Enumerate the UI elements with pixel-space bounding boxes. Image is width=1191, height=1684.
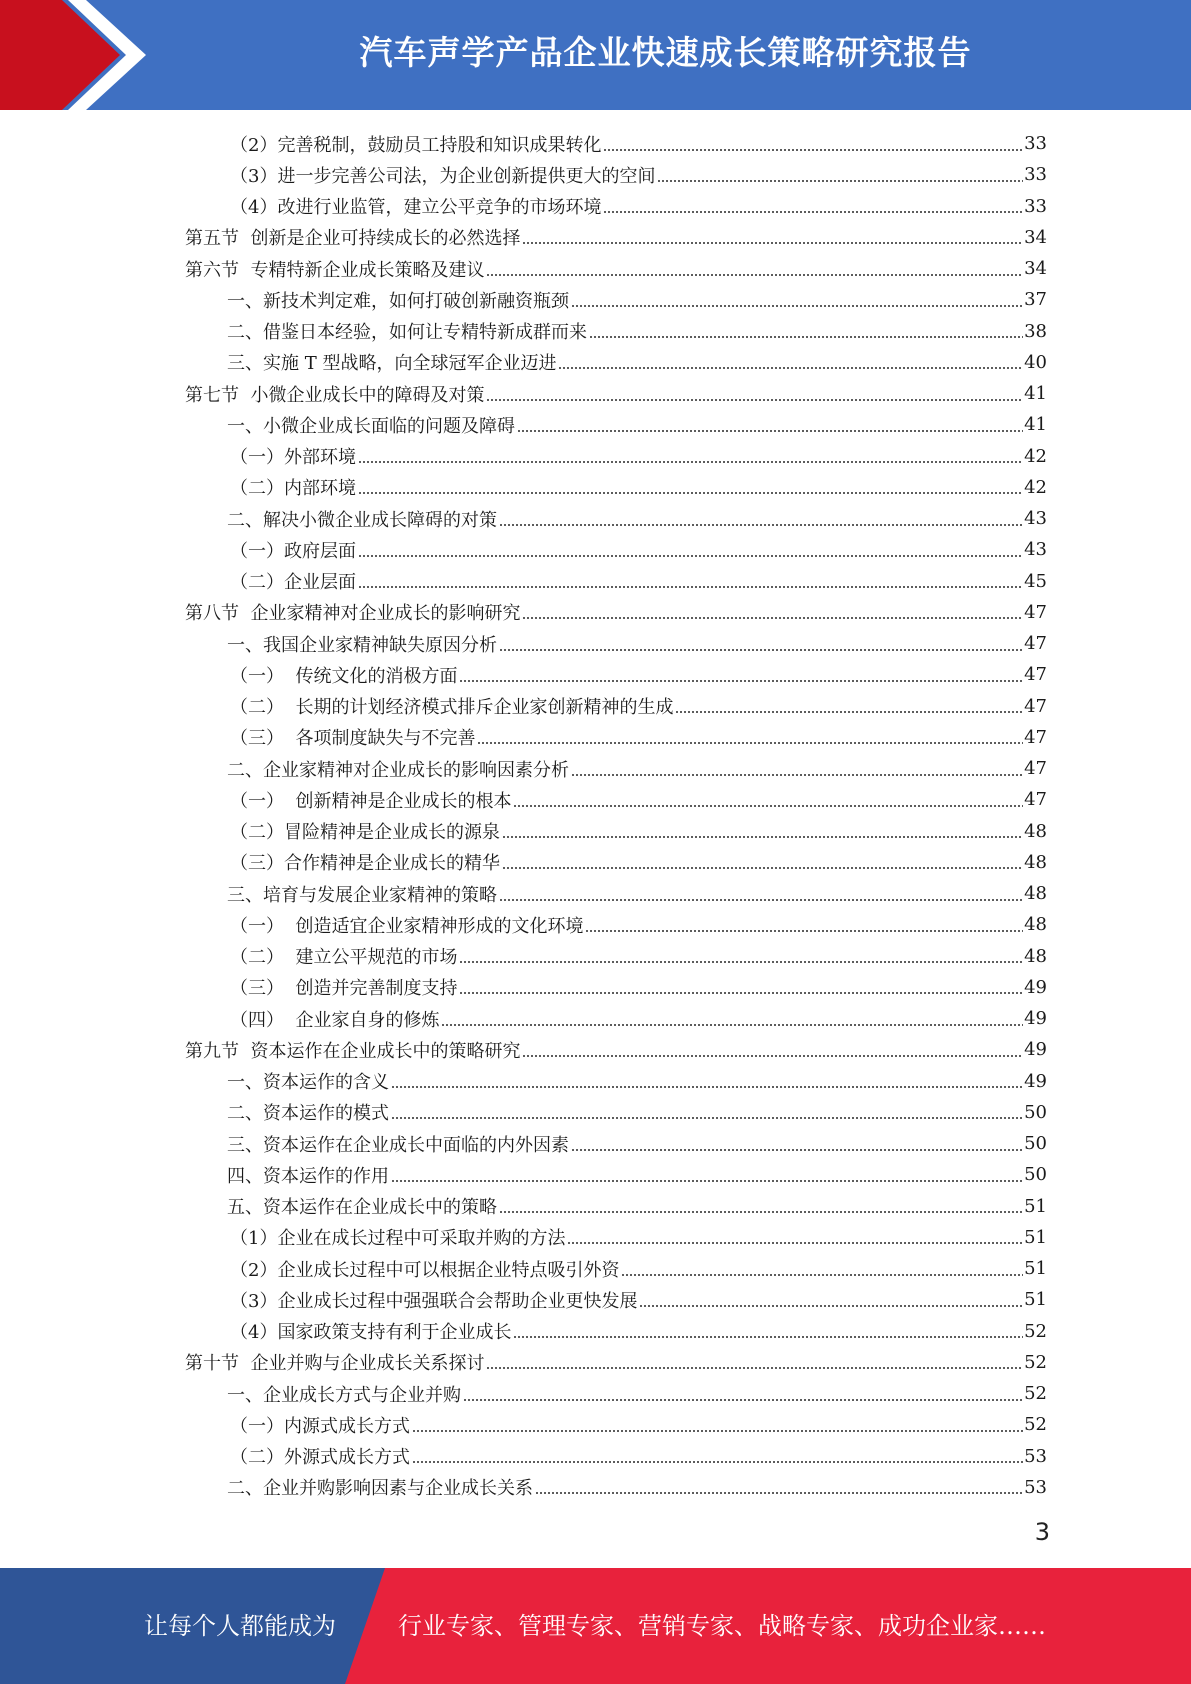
toc-entry-title: （4）国家政策支持有利于企业成长	[230, 1322, 512, 1344]
toc-entry-title: （二） 建立公平规范的市场	[230, 947, 458, 969]
toc-entry[interactable]	[0, 847, 1191, 878]
toc-entry-title: （二）内部环境	[230, 478, 356, 500]
toc-entry-page: 53	[1024, 1476, 1047, 1498]
toc-entry-title: 第七节 小微企业成长中的障碍及对策	[185, 384, 485, 406]
toc-entry-page: 43	[1024, 508, 1047, 530]
toc-dot-leader	[657, 180, 1023, 182]
toc-dot-leader	[567, 1242, 1023, 1244]
toc-entry[interactable]	[0, 1409, 1191, 1440]
toc-dot-leader	[558, 367, 1023, 369]
toc-entry-title: 第六节 专精特新企业成长策略及建议	[185, 259, 485, 281]
toc-entry-page: 48	[1024, 883, 1047, 905]
toc-entry[interactable]	[0, 691, 1191, 722]
toc-dot-leader	[603, 211, 1023, 213]
toc-entry-page: 48	[1024, 945, 1047, 967]
toc-entry-page: 47	[1024, 726, 1047, 748]
toc-entry-title: （二）外源式成长方式	[230, 1447, 410, 1469]
toc-entry-title: 二、借鉴日本经验，如何让专精特新成群而来	[227, 322, 587, 344]
toc-entry[interactable]	[0, 253, 1191, 284]
toc-entry[interactable]	[0, 1472, 1191, 1503]
footer-slogan-left: 让每个人都能成为	[144, 1612, 336, 1640]
toc-dot-leader	[358, 492, 1023, 494]
toc-dot-leader	[522, 617, 1023, 619]
toc-dot-leader	[499, 524, 1023, 526]
toc-entry-title: （一） 创造适宜企业家精神形成的文化环境	[230, 915, 584, 937]
toc-entry[interactable]	[0, 1003, 1191, 1034]
toc-entry-title: 三、培育与发展企业家精神的策略	[227, 884, 497, 906]
toc-entry-title: 二、企业并购影响因素与企业成长关系	[227, 1478, 533, 1500]
toc-entry[interactable]	[0, 1128, 1191, 1159]
toc-entry-page: 38	[1024, 320, 1047, 342]
toc-entry-title: 一、新技术判定难，如何打破创新融资瓶颈	[227, 290, 569, 312]
toc-entry-page: 42	[1024, 445, 1047, 467]
toc-entry[interactable]	[0, 284, 1191, 315]
toc-dot-leader	[513, 805, 1023, 807]
toc-entry-page: 47	[1024, 695, 1047, 717]
toc-entry-page: 49	[1024, 1039, 1047, 1061]
page-footer	[0, 1568, 1191, 1684]
toc-entry-page: 48	[1024, 851, 1047, 873]
toc-entry[interactable]	[0, 347, 1191, 378]
toc-dot-leader	[639, 1305, 1023, 1307]
toc-dot-leader	[585, 930, 1023, 932]
toc-entry[interactable]	[0, 1316, 1191, 1347]
toc-dot-leader	[486, 274, 1023, 276]
toc-entry-page: 53	[1024, 1445, 1047, 1467]
toc-dot-leader	[502, 836, 1023, 838]
toc-entry-page: 47	[1024, 601, 1047, 623]
toc-entry-page: 42	[1024, 476, 1047, 498]
toc-entry[interactable]	[0, 1034, 1191, 1065]
toc-entry-title: （二）企业层面	[230, 572, 356, 594]
toc-entry-page: 34	[1024, 226, 1047, 248]
toc-entry-title: （4）改进行业监管，建立公平竞争的市场环境	[230, 197, 602, 219]
toc-entry-title: 一、我国企业家精神缺失原因分析	[227, 634, 497, 656]
toc-entry-title: 四、资本运作的作用	[227, 1165, 389, 1187]
toc-entry-title: （二）冒险精神是企业成长的源泉	[230, 822, 500, 844]
toc-entry[interactable]	[0, 1378, 1191, 1409]
toc-entry[interactable]	[0, 722, 1191, 753]
toc-entry-page: 37	[1024, 289, 1047, 311]
toc-entry-page: 48	[1024, 914, 1047, 936]
toc-dot-leader	[463, 1399, 1023, 1401]
toc-entry-page: 48	[1024, 820, 1047, 842]
toc-dot-leader	[513, 1336, 1023, 1338]
toc-entry-title: （二） 长期的计划经济模式排斥企业家创新精神的生成	[230, 697, 674, 719]
toc-entry[interactable]	[0, 503, 1191, 534]
toc-entry-page: 52	[1024, 1383, 1047, 1405]
toc-dot-leader	[571, 1149, 1023, 1151]
toc-dot-leader	[486, 1367, 1023, 1369]
toc-entry[interactable]	[0, 128, 1191, 159]
toc-entry[interactable]	[0, 378, 1191, 409]
toc-entry[interactable]	[0, 909, 1191, 940]
toc-dot-leader	[621, 1274, 1023, 1276]
toc-entry-page: 33	[1024, 133, 1047, 155]
toc-entry-page: 51	[1024, 1226, 1047, 1248]
toc-entry[interactable]	[0, 566, 1191, 597]
toc-entry-title: 二、资本运作的模式	[227, 1103, 389, 1125]
toc-entry-title: 第九节 资本运作在企业成长中的策略研究	[185, 1040, 521, 1062]
toc-entry-page: 49	[1024, 976, 1047, 998]
toc-entry-title: 三、实施 T 型战略，向全球冠军企业迈进	[227, 353, 557, 375]
toc-entry-title: （3）企业成长过程中强强联合会帮助企业更快发展	[230, 1290, 638, 1312]
toc-dot-leader	[571, 774, 1023, 776]
toc-entry[interactable]	[0, 191, 1191, 222]
toc-dot-leader	[391, 1086, 1023, 1088]
toc-entry[interactable]	[0, 972, 1191, 1003]
toc-entry-page: 49	[1024, 1070, 1047, 1092]
toc-entry-title: 第十节 企业并购与企业成长关系探讨	[185, 1353, 485, 1375]
toc-entry-page: 34	[1024, 258, 1047, 280]
toc-entry-title: （1）企业在成长过程中可采取并购的方法	[230, 1228, 566, 1250]
toc-entry-page: 47	[1024, 789, 1047, 811]
toc-entry-title: 一、资本运作的含义	[227, 1072, 389, 1094]
page-number: 3	[1034, 1518, 1050, 1546]
toc-entry-title: （3）进一步完善公司法，为企业创新提供更大的空间	[230, 165, 656, 187]
toc-entry[interactable]	[0, 1441, 1191, 1472]
toc-entry-title: （一） 传统文化的消极方面	[230, 665, 458, 687]
toc-entry[interactable]	[0, 659, 1191, 690]
toc-entry-title: （一）外部环境	[230, 447, 356, 469]
toc-entry[interactable]	[0, 409, 1191, 440]
toc-entry-title: 五、资本运作在企业成长中的策略	[227, 1197, 497, 1219]
toc-entry-title: （三）合作精神是企业成长的精华	[230, 853, 500, 875]
toc-entry-page: 47	[1024, 633, 1047, 655]
footer-slogan-right: 行业专家、管理专家、营销专家、战略专家、成功企业家……	[398, 1612, 1046, 1640]
toc-entry-page: 45	[1024, 570, 1047, 592]
toc-entry-page: 33	[1024, 164, 1047, 186]
toc-entry-page: 51	[1024, 1258, 1047, 1280]
toc-entry-title: （四） 企业家自身的修炼	[230, 1009, 440, 1031]
toc-dot-leader	[499, 1211, 1023, 1213]
table-of-contents	[0, 128, 1191, 1503]
toc-entry[interactable]	[0, 1284, 1191, 1315]
toc-dot-leader	[522, 242, 1023, 244]
toc-entry-page: 52	[1024, 1351, 1047, 1373]
toc-dot-leader	[441, 1024, 1023, 1026]
toc-entry-page: 40	[1024, 351, 1047, 373]
toc-dot-leader	[358, 586, 1023, 588]
toc-dot-leader	[499, 649, 1023, 651]
toc-entry[interactable]	[0, 316, 1191, 347]
toc-dot-leader	[499, 899, 1023, 901]
toc-entry[interactable]	[0, 534, 1191, 565]
toc-entry-title: （2）企业成长过程中可以根据企业特点吸引外资	[230, 1259, 620, 1281]
toc-dot-leader	[571, 305, 1023, 307]
toc-entry[interactable]	[0, 878, 1191, 909]
toc-entry[interactable]	[0, 628, 1191, 659]
toc-entry-page: 41	[1024, 383, 1047, 405]
toc-dot-leader	[502, 867, 1023, 869]
toc-entry-title: （三） 创造并完善制度支持	[230, 978, 458, 1000]
toc-entry-page: 51	[1024, 1289, 1047, 1311]
toc-entry-page: 33	[1024, 195, 1047, 217]
toc-entry-page: 50	[1024, 1164, 1047, 1186]
toc-entry-page: 47	[1024, 664, 1047, 686]
toc-entry[interactable]	[0, 1347, 1191, 1378]
toc-entry-page: 43	[1024, 539, 1047, 561]
toc-dot-leader	[459, 680, 1023, 682]
toc-dot-leader	[391, 1117, 1023, 1119]
toc-entry-title: 三、资本运作在企业成长中面临的内外因素	[227, 1134, 569, 1156]
toc-entry-title: 二、企业家精神对企业成长的影响因素分析	[227, 759, 569, 781]
toc-entry[interactable]	[0, 1066, 1191, 1097]
toc-entry-title: 第五节 创新是企业可持续成长的必然选择	[185, 228, 521, 250]
toc-entry-title: 一、企业成长方式与企业并购	[227, 1384, 461, 1406]
toc-entry-title: （一） 创新精神是企业成长的根本	[230, 790, 512, 812]
toc-entry-title: （一）内源式成长方式	[230, 1415, 410, 1437]
toc-entry[interactable]	[0, 784, 1191, 815]
toc-entry-page: 49	[1024, 1008, 1047, 1030]
toc-entry[interactable]	[0, 1253, 1191, 1284]
page-header	[0, 0, 1191, 110]
toc-entry[interactable]	[0, 1159, 1191, 1190]
toc-entry[interactable]	[0, 1191, 1191, 1222]
toc-entry[interactable]	[0, 1097, 1191, 1128]
toc-dot-leader	[589, 336, 1023, 338]
toc-entry[interactable]	[0, 159, 1191, 190]
report-title: 汽车声学产品企业快速成长策略研究报告	[359, 33, 972, 72]
toc-entry[interactable]	[0, 1222, 1191, 1253]
toc-entry-page: 52	[1024, 1414, 1047, 1436]
toc-entry[interactable]	[0, 941, 1191, 972]
toc-dot-leader	[358, 555, 1023, 557]
toc-entry-page: 47	[1024, 758, 1047, 780]
toc-dot-leader	[477, 742, 1023, 744]
toc-entry-page: 52	[1024, 1320, 1047, 1342]
toc-entry-page: 41	[1024, 414, 1047, 436]
toc-dot-leader	[358, 461, 1023, 463]
toc-dot-leader	[603, 149, 1023, 151]
toc-entry-title: 第八节 企业家精神对企业成长的影响研究	[185, 603, 521, 625]
toc-entry[interactable]	[0, 597, 1191, 628]
toc-entry-title: 一、小微企业成长面临的问题及障碍	[227, 415, 515, 437]
toc-entry-title: （三） 各项制度缺失与不完善	[230, 728, 476, 750]
toc-dot-leader	[517, 430, 1023, 432]
toc-dot-leader	[459, 992, 1023, 994]
toc-entry-title: （一）政府层面	[230, 540, 356, 562]
toc-dot-leader	[486, 399, 1023, 401]
toc-dot-leader	[675, 711, 1023, 713]
toc-entry[interactable]	[0, 472, 1191, 503]
toc-dot-leader	[391, 1180, 1023, 1182]
toc-dot-leader	[412, 1430, 1023, 1432]
toc-entry-page: 51	[1024, 1195, 1047, 1217]
toc-entry-page: 50	[1024, 1101, 1047, 1123]
toc-entry[interactable]	[0, 753, 1191, 784]
toc-dot-leader	[522, 1055, 1023, 1057]
toc-dot-leader	[459, 961, 1023, 963]
toc-entry[interactable]	[0, 441, 1191, 472]
toc-entry[interactable]	[0, 222, 1191, 253]
toc-entry-title: 二、解决小微企业成长障碍的对策	[227, 509, 497, 531]
toc-dot-leader	[535, 1492, 1023, 1494]
toc-dot-leader	[412, 1461, 1023, 1463]
toc-entry-page: 50	[1024, 1133, 1047, 1155]
toc-entry[interactable]	[0, 816, 1191, 847]
toc-entry-title: （2）完善税制，鼓励员工持股和知识成果转化	[230, 134, 602, 156]
